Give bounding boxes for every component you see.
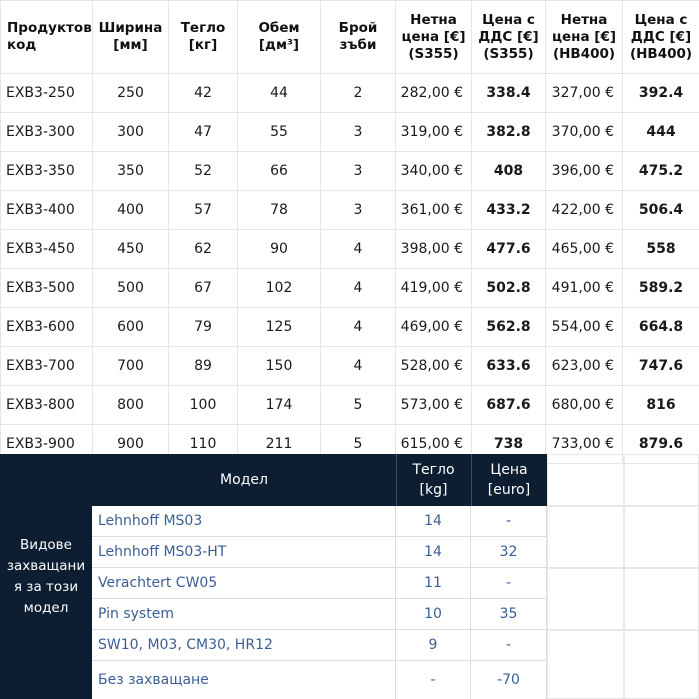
vat-price-s355: 738 <box>472 425 546 464</box>
width-value: 300 <box>93 113 169 152</box>
product-code: EXB3-300 <box>1 113 93 152</box>
net-price-s355: 469,00 € <box>396 308 472 347</box>
header-divider <box>471 454 472 506</box>
vat-price-hb400: 475.2 <box>623 152 699 191</box>
coupler-model: Verachtert CW05 <box>92 568 396 599</box>
coupler-side-label: Видове захващани я за този модел <box>0 454 92 699</box>
volume-value: 78 <box>238 191 321 230</box>
net-price-hb400: 327,00 € <box>546 74 623 113</box>
net-price-hb400: 491,00 € <box>546 269 623 308</box>
vat-price-hb400: 747.6 <box>623 347 699 386</box>
product-code: EXB3-250 <box>1 74 93 113</box>
weight-value: 52 <box>169 152 238 191</box>
product-code: EXB3-500 <box>1 269 93 308</box>
net-price-hb400: 733,00 € <box>546 425 623 464</box>
net-price-s355: 615,00 € <box>396 425 472 464</box>
coupler-weight: 14 <box>396 537 471 568</box>
vat-price-s355: 687.6 <box>472 386 546 425</box>
product-code: EXB3-900 <box>1 425 93 464</box>
vat-price-hb400: 392.4 <box>623 74 699 113</box>
net-price-s355: 398,00 € <box>396 230 472 269</box>
empty-cell <box>547 568 624 630</box>
col-header-product-code: Продуктов код <box>1 1 93 74</box>
col-header-net-hb400: Нетна цена [€] (HB400) <box>546 1 623 74</box>
net-price-hb400: 396,00 € <box>546 152 623 191</box>
width-value: 700 <box>93 347 169 386</box>
coupler-col-header-price: Цена [euro] <box>471 454 547 506</box>
width-value: 250 <box>93 74 169 113</box>
coupler-model: Lehnhoff MS03-HT <box>92 537 396 568</box>
coupler-model: Lehnhoff MS03 <box>92 506 396 537</box>
vat-price-s355: 562.8 <box>472 308 546 347</box>
col-header-teeth: Брой зъби <box>321 1 396 74</box>
volume-value: 102 <box>238 269 321 308</box>
net-price-s355: 282,00 € <box>396 74 472 113</box>
volume-value: 44 <box>238 74 321 113</box>
vat-price-s355: 338.4 <box>472 74 546 113</box>
table-row <box>1 269 699 308</box>
weight-value: 89 <box>169 347 238 386</box>
vat-price-hb400: 664.8 <box>623 308 699 347</box>
col-header-net-s355: Нетна цена [€] (S355) <box>396 1 472 74</box>
product-code: EXB3-800 <box>1 386 93 425</box>
product-code: EXB3-400 <box>1 191 93 230</box>
volume-value: 90 <box>238 230 321 269</box>
products-header-row <box>1 1 699 74</box>
vat-price-s355: 382.8 <box>472 113 546 152</box>
weight-value: 57 <box>169 191 238 230</box>
vat-price-s355: 502.8 <box>472 269 546 308</box>
coupler-weight: 10 <box>396 599 471 630</box>
table-row <box>1 152 699 191</box>
vat-price-hb400: 506.4 <box>623 191 699 230</box>
teeth-value: 2 <box>321 74 396 113</box>
weight-value: 62 <box>169 230 238 269</box>
col-header-volume: Обем [дм³] <box>238 1 321 74</box>
net-price-hb400: 623,00 € <box>546 347 623 386</box>
product-code: EXB3-350 <box>1 152 93 191</box>
empty-cell <box>624 630 699 699</box>
table-row <box>1 191 699 230</box>
coupler-price: - <box>471 630 547 661</box>
coupler-col-header-model: Модел <box>92 454 396 506</box>
weight-value: 110 <box>169 425 238 464</box>
empty-cell <box>547 454 624 506</box>
table-row <box>1 347 699 386</box>
empty-cell <box>547 630 624 699</box>
coupler-price: -70 <box>471 661 547 699</box>
coupler-model: Pin system <box>92 599 396 630</box>
volume-value: 125 <box>238 308 321 347</box>
teeth-value: 5 <box>321 425 396 464</box>
coupler-price: - <box>471 568 547 599</box>
vat-price-hb400: 879.6 <box>623 425 699 464</box>
teeth-value: 4 <box>321 230 396 269</box>
coupler-col-header-weight: Тегло [kg] <box>396 454 471 506</box>
weight-value: 79 <box>169 308 238 347</box>
coupler-model: SW10, M03, CM30, HR12 <box>92 630 396 661</box>
weight-value: 67 <box>169 269 238 308</box>
teeth-value: 4 <box>321 269 396 308</box>
product-code: EXB3-600 <box>1 308 93 347</box>
table-row <box>1 308 699 347</box>
net-price-hb400: 680,00 € <box>546 386 623 425</box>
coupler-weight: 14 <box>396 506 471 537</box>
net-price-s355: 319,00 € <box>396 113 472 152</box>
empty-cell <box>624 568 699 630</box>
vat-price-s355: 408 <box>472 152 546 191</box>
volume-value: 211 <box>238 425 321 464</box>
net-price-hb400: 370,00 € <box>546 113 623 152</box>
teeth-value: 4 <box>321 308 396 347</box>
weight-value: 47 <box>169 113 238 152</box>
header-divider <box>396 454 397 506</box>
coupler-price: - <box>471 506 547 537</box>
net-price-hb400: 465,00 € <box>546 230 623 269</box>
teeth-value: 3 <box>321 113 396 152</box>
width-value: 600 <box>93 308 169 347</box>
width-value: 400 <box>93 191 169 230</box>
width-value: 500 <box>93 269 169 308</box>
vat-price-s355: 433.2 <box>472 191 546 230</box>
net-price-s355: 573,00 € <box>396 386 472 425</box>
coupler-weight: 11 <box>396 568 471 599</box>
col-header-vat-hb400: Цена с ДДС [€] (HB400) <box>623 1 699 74</box>
vat-price-hb400: 589.2 <box>623 269 699 308</box>
volume-value: 174 <box>238 386 321 425</box>
net-price-hb400: 554,00 € <box>546 308 623 347</box>
empty-cell <box>624 454 699 506</box>
table-row <box>1 113 699 152</box>
coupler-price: 35 <box>471 599 547 630</box>
weight-value: 42 <box>169 74 238 113</box>
col-header-width: Ширина [мм] <box>93 1 169 74</box>
net-price-s355: 340,00 € <box>396 152 472 191</box>
product-code: EXB3-450 <box>1 230 93 269</box>
product-code: EXB3-700 <box>1 347 93 386</box>
volume-value: 66 <box>238 152 321 191</box>
width-value: 900 <box>93 425 169 464</box>
teeth-value: 3 <box>321 152 396 191</box>
net-price-s355: 361,00 € <box>396 191 472 230</box>
coupler-weight: - <box>396 661 471 699</box>
net-price-s355: 419,00 € <box>396 269 472 308</box>
teeth-value: 3 <box>321 191 396 230</box>
width-value: 350 <box>93 152 169 191</box>
net-price-hb400: 422,00 € <box>546 191 623 230</box>
col-header-weight: Тегло [кг] <box>169 1 238 74</box>
vat-price-hb400: 816 <box>623 386 699 425</box>
volume-value: 150 <box>238 347 321 386</box>
coupler-model: Без захващане <box>92 661 396 699</box>
coupler-weight: 9 <box>396 630 471 661</box>
vat-price-s355: 477.6 <box>472 230 546 269</box>
table-row <box>1 386 699 425</box>
coupler-price: 32 <box>471 537 547 568</box>
empty-cell <box>624 506 699 568</box>
vat-price-hb400: 444 <box>623 113 699 152</box>
table-row <box>1 74 699 113</box>
net-price-s355: 528,00 € <box>396 347 472 386</box>
volume-value: 55 <box>238 113 321 152</box>
teeth-value: 4 <box>321 347 396 386</box>
width-value: 450 <box>93 230 169 269</box>
vat-price-hb400: 558 <box>623 230 699 269</box>
vat-price-s355: 633.6 <box>472 347 546 386</box>
teeth-value: 5 <box>321 386 396 425</box>
weight-value: 100 <box>169 386 238 425</box>
width-value: 800 <box>93 386 169 425</box>
empty-cell <box>547 506 624 568</box>
col-header-vat-s355: Цена с ДДС [€] (S355) <box>472 1 546 74</box>
table-row <box>1 230 699 269</box>
